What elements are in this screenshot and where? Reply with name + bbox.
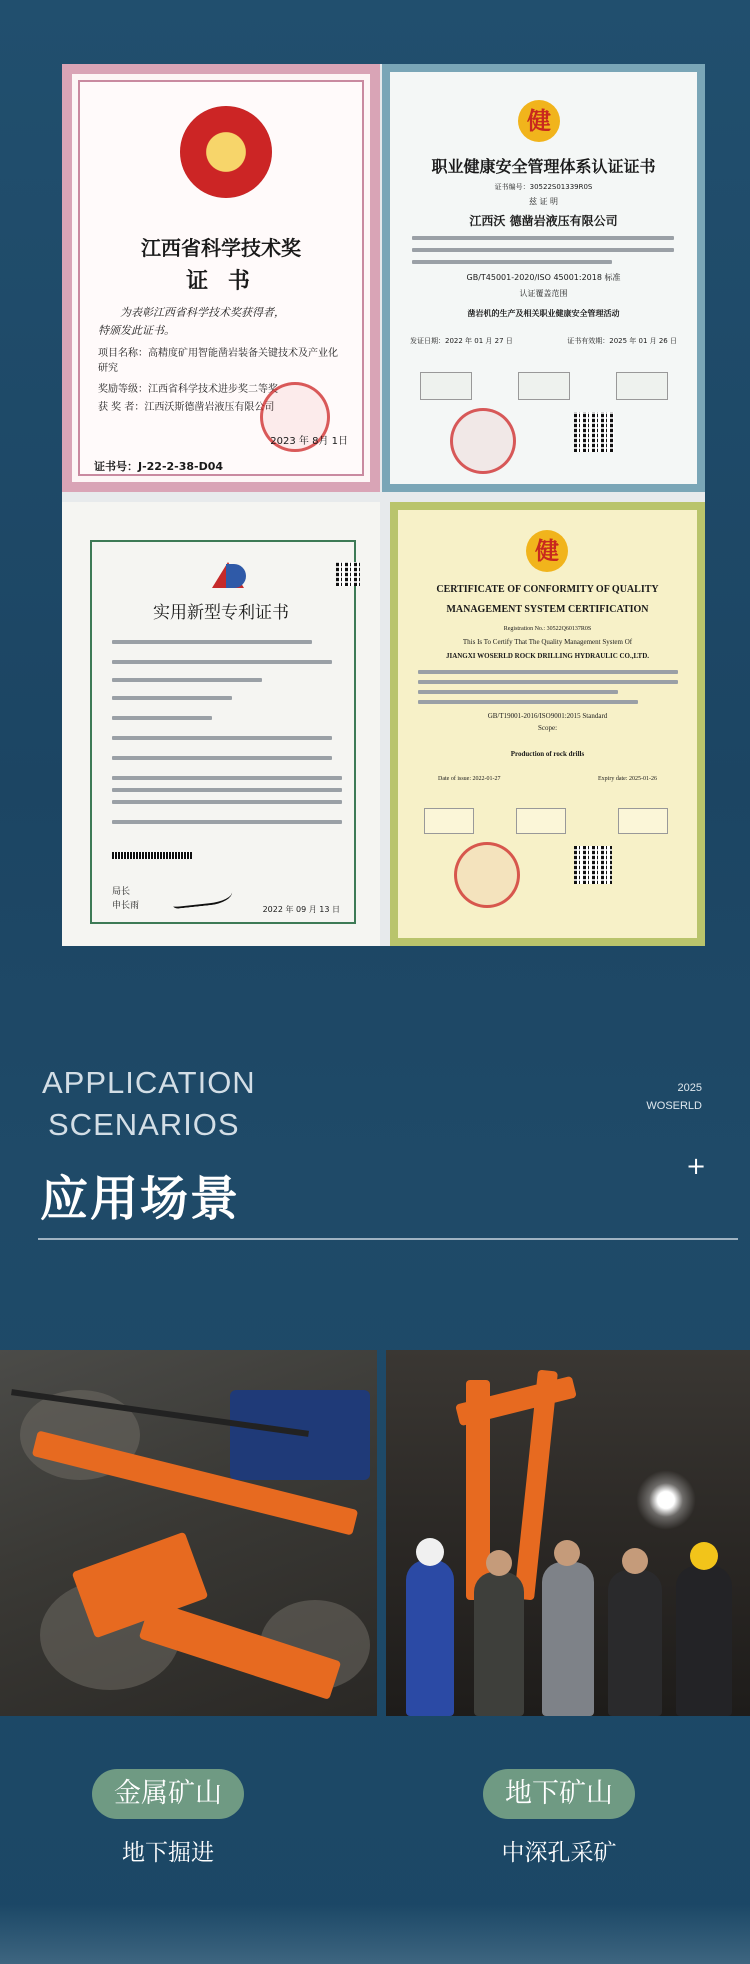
- section-year: 2025: [677, 1082, 702, 1094]
- worker-head: [622, 1548, 648, 1574]
- certificate-frame: [78, 80, 364, 476]
- certificate-number: 证书编号：30522S01339R0S: [494, 183, 593, 191]
- text-placeholder-line: [112, 716, 212, 720]
- barcode-icon: [112, 852, 192, 859]
- helmet-icon: [690, 1542, 718, 1570]
- certificate-title: 职业健康安全管理体系认证证书: [431, 157, 656, 176]
- text-placeholder-line: [112, 678, 262, 682]
- accreditation-mark: [424, 808, 474, 834]
- scenario-photo-metal-mine: [0, 1350, 377, 1716]
- text-placeholder-line: [112, 788, 342, 792]
- certificate-line: 为表彰江西省科学技术奖获得者，: [120, 306, 285, 319]
- text-placeholder-line: [112, 696, 232, 700]
- certificate-company: JIANGXI WOSERLD ROCK DRILLING HYDRAULIC CO.,LTD.: [445, 652, 650, 660]
- text-placeholder-line: [112, 640, 312, 644]
- worker-figure: [608, 1570, 662, 1716]
- certificate-expiry-date: Expiry date: 2025-01-26: [598, 776, 657, 782]
- worker-figure: [676, 1566, 732, 1716]
- accreditation-mark: [420, 372, 472, 400]
- certificate-heading: 证 书: [186, 269, 256, 294]
- certification-logo: 健: [526, 530, 568, 572]
- plus-icon: +: [686, 1152, 707, 1180]
- certificate-expiry-date: 证书有效期：2025 年 01 月 26 日: [567, 337, 677, 345]
- certificate-winner: 获 奖 者：江西沃斯德凿岩液压有限公司: [98, 402, 275, 413]
- section-title-en: [42, 1062, 256, 1146]
- qr-code-icon: [336, 562, 360, 586]
- accreditation-mark: [516, 808, 566, 834]
- helmet-icon: [416, 1538, 444, 1566]
- text-placeholder-line: [112, 776, 342, 780]
- text-placeholder-line: [412, 236, 674, 240]
- red-seal-icon: [450, 408, 516, 474]
- bottom-glow: [0, 1904, 750, 1964]
- certificate-standard: GB/T19001-2016/ISO9001:2015 Standard: [487, 712, 608, 720]
- certificate-issued: 兹 证 明: [528, 197, 559, 206]
- certificate-issue-date: 发证日期：2022 年 01 月 27 日: [410, 337, 513, 345]
- certificate-science-award: [62, 64, 380, 492]
- accreditation-mark: [518, 372, 570, 400]
- certificate-certify: This Is To Certify That The Quality Management System Of: [462, 638, 633, 646]
- text-placeholder-line: [412, 248, 674, 252]
- certificate-title: 实用新型专利证书: [153, 603, 289, 623]
- certificate-issue-date: Date of issue: 2022-01-27: [438, 776, 501, 782]
- certificate-project: 项目名称：高精度矿用智能凿岩装备关键技术及产业化研究: [98, 348, 338, 374]
- accreditation-mark: [618, 808, 668, 834]
- qr-code-icon: [574, 412, 614, 452]
- certificate-title: CERTIFICATE OF CONFORMITY OF QUALITY: [436, 584, 659, 595]
- certificate-ohs-management: [382, 64, 705, 492]
- text-placeholder-line: [112, 800, 342, 804]
- certificate-scope-label: Scope:: [537, 724, 558, 732]
- text-placeholder-line: [112, 820, 342, 824]
- certificate-title: 江西省科学技术奖: [141, 236, 301, 260]
- scenario-caption-underground-mine: 中深孔采矿: [501, 1840, 617, 1866]
- worker-head: [486, 1550, 512, 1576]
- certificates-gallery: [62, 64, 705, 946]
- section-title-en-line1: APPLICATION: [42, 1065, 256, 1100]
- section-brand: WOSERLD: [646, 1100, 702, 1112]
- section-divider: [38, 1238, 738, 1240]
- scenario-tag-underground-mine: 地下矿山: [483, 1769, 635, 1819]
- text-placeholder-line: [112, 660, 332, 664]
- text-placeholder-line: [112, 736, 332, 740]
- text-placeholder-line: [418, 680, 678, 684]
- certificate-standard: GB/T45001-2020/ISO 45001:2018 标准: [466, 273, 621, 282]
- accreditation-mark: [616, 372, 668, 400]
- text-placeholder-line: [418, 700, 638, 704]
- worker-figure: [474, 1572, 524, 1716]
- tunnel-light: [636, 1470, 696, 1530]
- text-placeholder-line: [112, 756, 332, 760]
- section-meta: [646, 1079, 702, 1115]
- certificate-date: 2022 年 09 月 13 日: [262, 905, 340, 914]
- certificate-award-level: 奖励等级：江西省科学技术进步奖二等奖: [98, 384, 278, 395]
- patent-director-label: 局长: [112, 887, 131, 897]
- qr-code-icon: [574, 846, 612, 884]
- certificate-registration: Registration No.: 30522Q60137R0S: [503, 626, 592, 632]
- certificate-number: 证书号：J-22-2-38-D04: [94, 460, 224, 473]
- certificate-date: 2023 年 8月 1日: [270, 436, 348, 447]
- section-title-en-line2: SCENARIOS: [48, 1107, 240, 1142]
- red-seal-icon: [454, 842, 520, 908]
- certificate-quality-management: [390, 502, 705, 946]
- worker-figure: [406, 1560, 454, 1716]
- worker-figure: [542, 1562, 594, 1716]
- worker-head: [554, 1540, 580, 1566]
- text-placeholder-line: [412, 260, 612, 264]
- text-placeholder-line: [418, 690, 618, 694]
- certification-logo: 健: [518, 100, 560, 142]
- certificate-line: 特颁发此证书。: [98, 324, 175, 337]
- scenario-tag-metal-mine: 金属矿山: [92, 1769, 244, 1819]
- patent-director-name: 申长雨: [112, 901, 140, 911]
- section-title-cn: 应用场景: [40, 1171, 241, 1227]
- certificate-subtitle: MANAGEMENT SYSTEM CERTIFICATION: [446, 604, 649, 615]
- text-placeholder-line: [418, 670, 678, 674]
- certificate-utility-patent: [62, 502, 380, 946]
- scenario-photo-underground-mine: [386, 1350, 750, 1716]
- certificate-company: 江西沃 德凿岩液压有限公司: [469, 214, 618, 228]
- certificate-scope: 凿岩机的生产及相关职业健康安全管理活动: [467, 309, 620, 318]
- scenario-caption-metal-mine: 地下掘进: [122, 1840, 214, 1866]
- certificate-scope-label: 认证覆盖范围: [519, 289, 568, 298]
- certificate-scope: Production of rock drills: [510, 750, 585, 758]
- national-emblem-icon: [180, 106, 272, 198]
